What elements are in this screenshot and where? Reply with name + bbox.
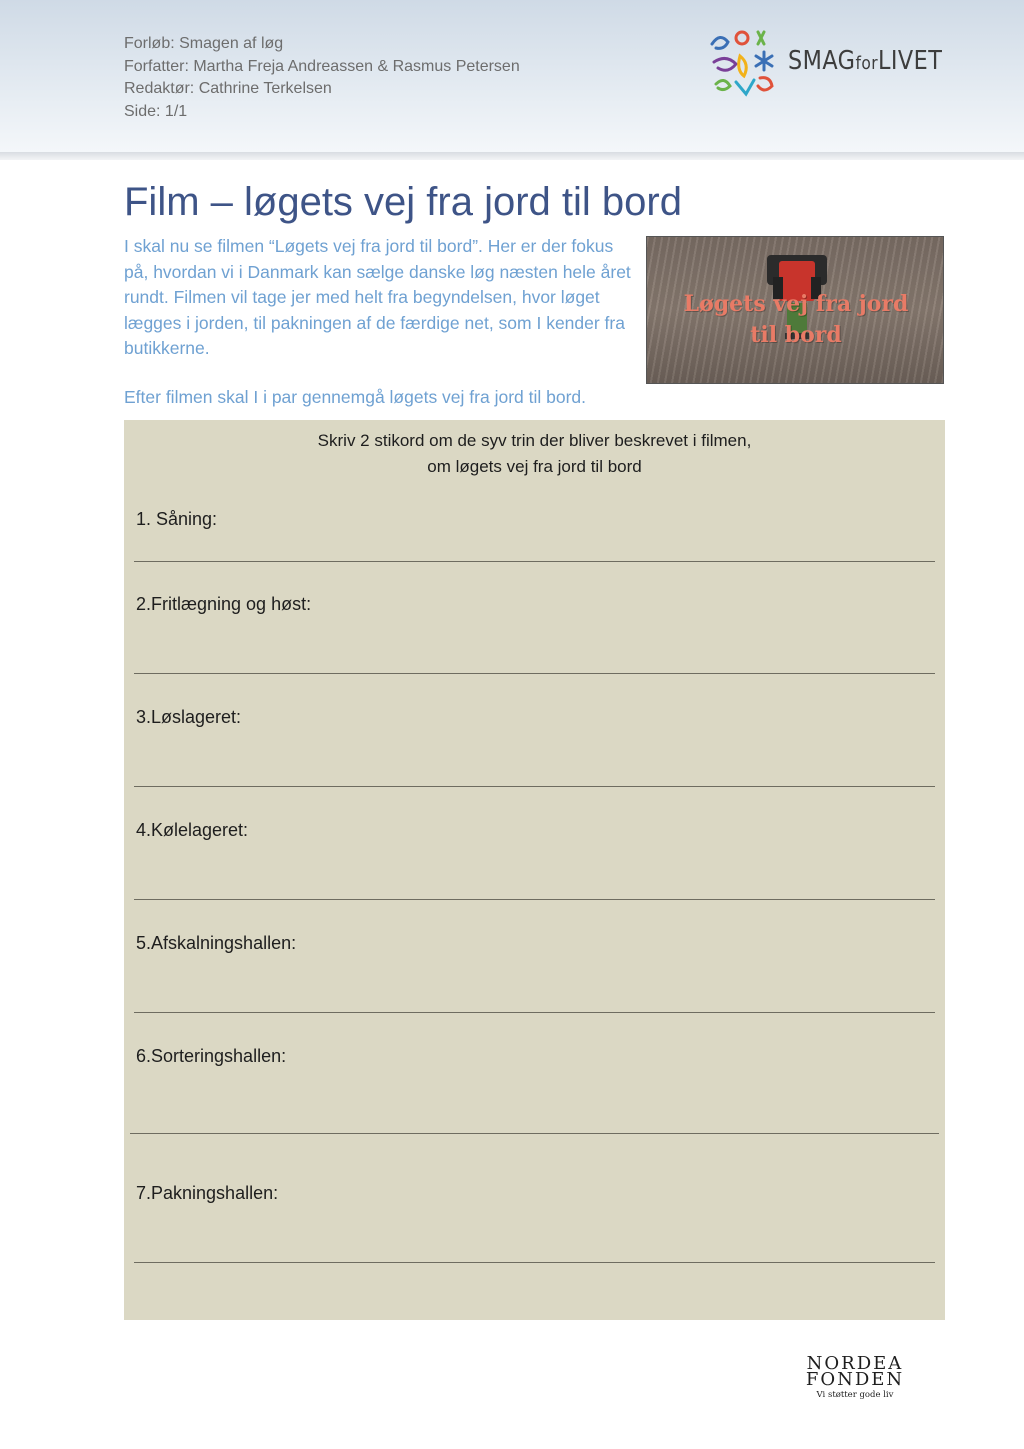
step-label-loeslageret: 3.Løslageret:: [136, 707, 242, 727]
smag-logo-icon: [706, 28, 782, 100]
answer-line-fritlaegning[interactable]: [134, 673, 935, 674]
logo-wordmark: SMAGforLIVET: [788, 46, 943, 76]
step-label-saaning: 1. Såning:: [136, 509, 218, 529]
meta-course: Forløb: Smagen af løg: [124, 35, 284, 52]
answer-line-saaning[interactable]: [134, 561, 935, 562]
intro-text: [124, 234, 634, 410]
page-title: Film – løgets vej fra jord til bord: [124, 180, 682, 224]
worksheet-box: [124, 420, 945, 1320]
step-label-koelelageret: 4.Kølelageret:: [136, 820, 249, 840]
answer-line-koelelageret[interactable]: [134, 899, 935, 900]
answer-line-pakningshallen[interactable]: [134, 1262, 935, 1263]
answer-line-sorteringshallen[interactable]: [130, 1133, 939, 1134]
smag-for-livet-logo: [706, 28, 946, 100]
worksheet-instructions: Skriv 2 stikord om de syv trin der bliver beskrevet i filmen, om løgets vej fra jord til bord: [317, 431, 752, 476]
nordea-fonden-logo: NORDEA FONDEN Vi støtter gode liv: [805, 1353, 905, 1400]
step-label-sorteringshallen: 6.Sorteringshallen:: [136, 1046, 287, 1066]
meta-authors: Forfatter: Martha Freja Andreassen & Rasmus Petersen: [124, 57, 520, 75]
step-label-pakningshallen: 7.Pakningshallen:: [136, 1183, 279, 1203]
header-divider: [0, 152, 1024, 160]
answer-line-loeslageret[interactable]: [134, 786, 935, 787]
step-label-fritlaegning: 2.Fritlægning og høst:: [136, 594, 312, 614]
document-meta: [124, 33, 520, 123]
answer-line-afskalningshallen[interactable]: [134, 1012, 935, 1013]
intro-after-film: Efter filmen skal I i par gennemgå løgets vej fra jord til bord.: [124, 386, 587, 407]
meta-editor: Redaktør: Cathrine Terkelsen: [124, 80, 332, 97]
film-title-overlay: Løgets vej fra jord til bord: [683, 291, 909, 348]
intro-paragraph: I skal nu se filmen “Løgets vej fra jord til bord”. Her er der fokus på, hvordan vi i Danmark kan sælge danske løg næsten hele året rundt. Filmen vil tage jer med helt fra begyndelsen, hvor løget lægges i jorden, til pakningen af de færdige net, som I kender fra butikkerne.: [124, 236, 631, 358]
step-label-afskalningshallen: 5.Afskalningshallen:: [136, 933, 297, 953]
film-thumbnail[interactable]: [646, 236, 944, 384]
meta-page: Side: 1/1: [124, 102, 188, 120]
